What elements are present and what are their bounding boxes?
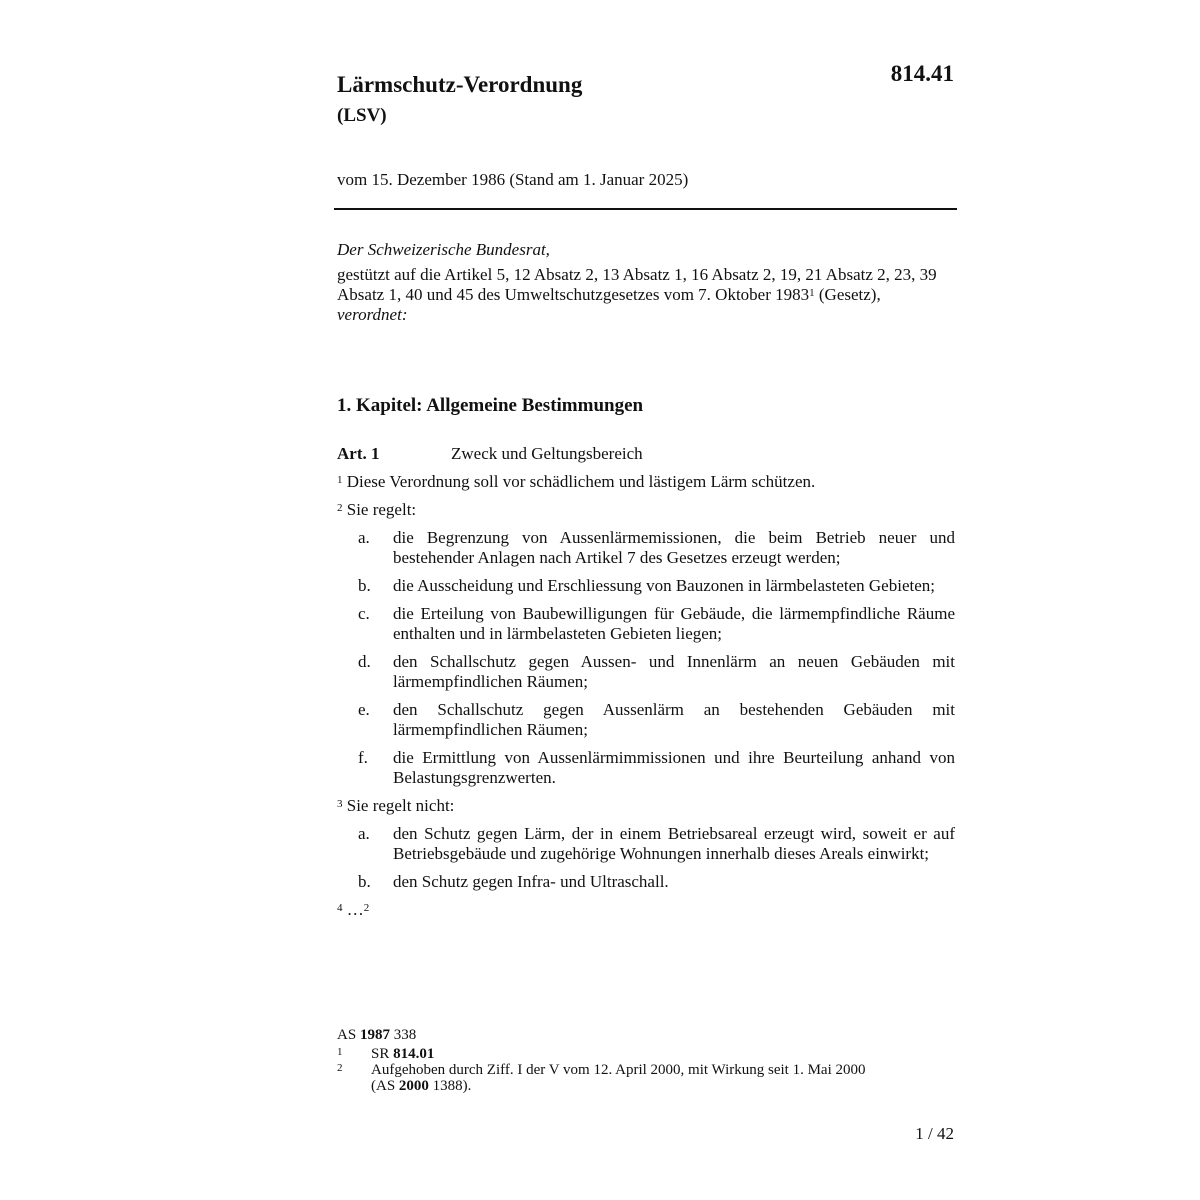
footnote-1 <box>337 1046 957 1062</box>
fn2-close: 1388). <box>428 1078 472 1094</box>
as-prefix: AS <box>337 1027 360 1043</box>
list-item-letter: f. <box>358 748 368 767</box>
document-title: Lärmschutz-Verordnung <box>337 72 583 97</box>
fn2-year: 2000 <box>398 1078 429 1094</box>
footnote-text <box>371 1046 434 1062</box>
sr-number: 814.41 <box>890 61 954 86</box>
paragraph-number: 4 <box>337 902 343 914</box>
list-item <box>337 604 955 644</box>
fn2-open: (AS <box>371 1078 399 1094</box>
list-item-text: die Erteilung von Baubewilligungen für Gebäude, die lärmempfindliche Räume enthalten und in lärmbelasteten Gebieten liegen; <box>393 604 955 643</box>
paragraph-2 <box>337 500 955 520</box>
footnote-number: 1 <box>337 1046 343 1058</box>
list-item <box>337 700 955 740</box>
fn2-line1: Aufgehoben durch Ziff. I der V vom 12. April 2000, mit Wirkung seit 1. Mai 2000 <box>371 1062 866 1078</box>
article-title: Zweck und Geltungsbereich <box>451 444 643 463</box>
list-item-text: den Schallschutz gegen Aussen- und Innenlärm an neuen Gebäuden mit lärmempfindlichen Räumen; <box>393 652 955 691</box>
paragraph-text: Diese Verordnung soll vor schädlichem und lästigem Lärm schützen. <box>346 472 816 491</box>
list-item-text: den Schallschutz gegen Aussenlärm an bestehenden Gebäuden mit lärmempfindlichen Räumen; <box>393 700 955 739</box>
as-year: 1987 <box>359 1027 390 1043</box>
footnote-2 <box>337 1062 957 1094</box>
page-number: 1 / 42 <box>915 1124 954 1143</box>
paragraph-text: Sie regelt nicht: <box>346 796 455 815</box>
preamble-basis-text: gestützt auf die Artikel 5, 12 Absatz 2, 13 Absatz 1, 16 Absatz 2, 19, 21 Absatz 2, 23, 39 Absatz 1, 40 und 45 des Umweltschutzgesetzes vom 7. Oktober 1983 <box>337 265 937 304</box>
paragraph-3-list <box>337 824 955 892</box>
preamble-decree: verordnet: <box>337 305 408 324</box>
list-item-text: den Schutz gegen Infra- und Ultraschall. <box>393 872 669 891</box>
paragraph-number: 3 <box>337 798 343 810</box>
article-number: Art. 1 <box>337 444 380 463</box>
preamble <box>337 240 957 325</box>
list-item-letter: d. <box>358 652 371 671</box>
paragraph-number: 1 <box>337 474 343 486</box>
paragraph-text: … <box>346 900 364 919</box>
list-item <box>337 748 955 788</box>
preamble-basis <box>337 265 957 305</box>
list-item-text: die Begrenzung von Aussenlärmemissionen, die beim Betrieb neuer und bestehender Anlagen nach Artikel 7 des Gesetzes erzeugt werden; <box>393 528 955 567</box>
list-item-text: die Ermittlung von Aussenlärmimmissionen und ihre Beurteilung anhand von Belastungsgrenzwerten. <box>393 748 955 787</box>
fn1-prefix: SR <box>371 1046 394 1062</box>
footnote-ref-1[interactable]: 1 <box>809 287 815 299</box>
list-item <box>337 824 955 864</box>
list-item-letter: b. <box>358 872 371 891</box>
list-item-text: den Schutz gegen Lärm, der in einem Betriebsareal erzeugt wird, soweit er auf Betriebsgebäude und zugehörige Wohnungen innerhalb dieses Areals einwirkt; <box>393 824 955 863</box>
header-divider <box>334 208 957 210</box>
document-abbreviation: (LSV) <box>337 105 387 126</box>
list-item-text: die Ausscheidung und Erschliessung von Bauzonen in lärmbelasteten Gebieten; <box>393 576 935 595</box>
footnote-ref-2[interactable]: 2 <box>363 902 370 914</box>
footnote-number: 2 <box>337 1062 343 1074</box>
list-item <box>337 872 955 892</box>
paragraph-4 <box>337 900 955 920</box>
official-collection-ref <box>337 1027 957 1043</box>
chapter-heading: 1. Kapitel: Allgemeine Bestimmungen <box>337 395 644 416</box>
list-item-letter: c. <box>358 604 370 623</box>
list-item-letter: e. <box>358 700 370 719</box>
list-item <box>337 528 955 568</box>
article-heading <box>337 444 955 464</box>
list-item-letter: a. <box>358 824 370 843</box>
paragraph-1 <box>337 472 955 492</box>
preamble-basis-tail: (Gesetz), <box>814 285 881 304</box>
paragraph-2-list <box>337 528 955 788</box>
list-item <box>337 652 955 692</box>
footnotes <box>337 1027 957 1094</box>
preamble-authority: Der Schweizerische Bundesrat, <box>337 240 550 259</box>
article-1 <box>337 444 955 928</box>
paragraph-text: Sie regelt: <box>346 500 417 519</box>
document-date: vom 15. Dezember 1986 (Stand am 1. Januar 2025) <box>337 170 689 189</box>
as-page: 338 <box>389 1027 417 1043</box>
paragraph-3 <box>337 796 955 816</box>
fn1-ref: 814.01 <box>393 1046 435 1062</box>
list-item <box>337 576 955 596</box>
list-item-letter: b. <box>358 576 371 595</box>
footnote-text <box>371 1062 865 1094</box>
list-item-letter: a. <box>358 528 370 547</box>
paragraph-number: 2 <box>337 502 343 514</box>
